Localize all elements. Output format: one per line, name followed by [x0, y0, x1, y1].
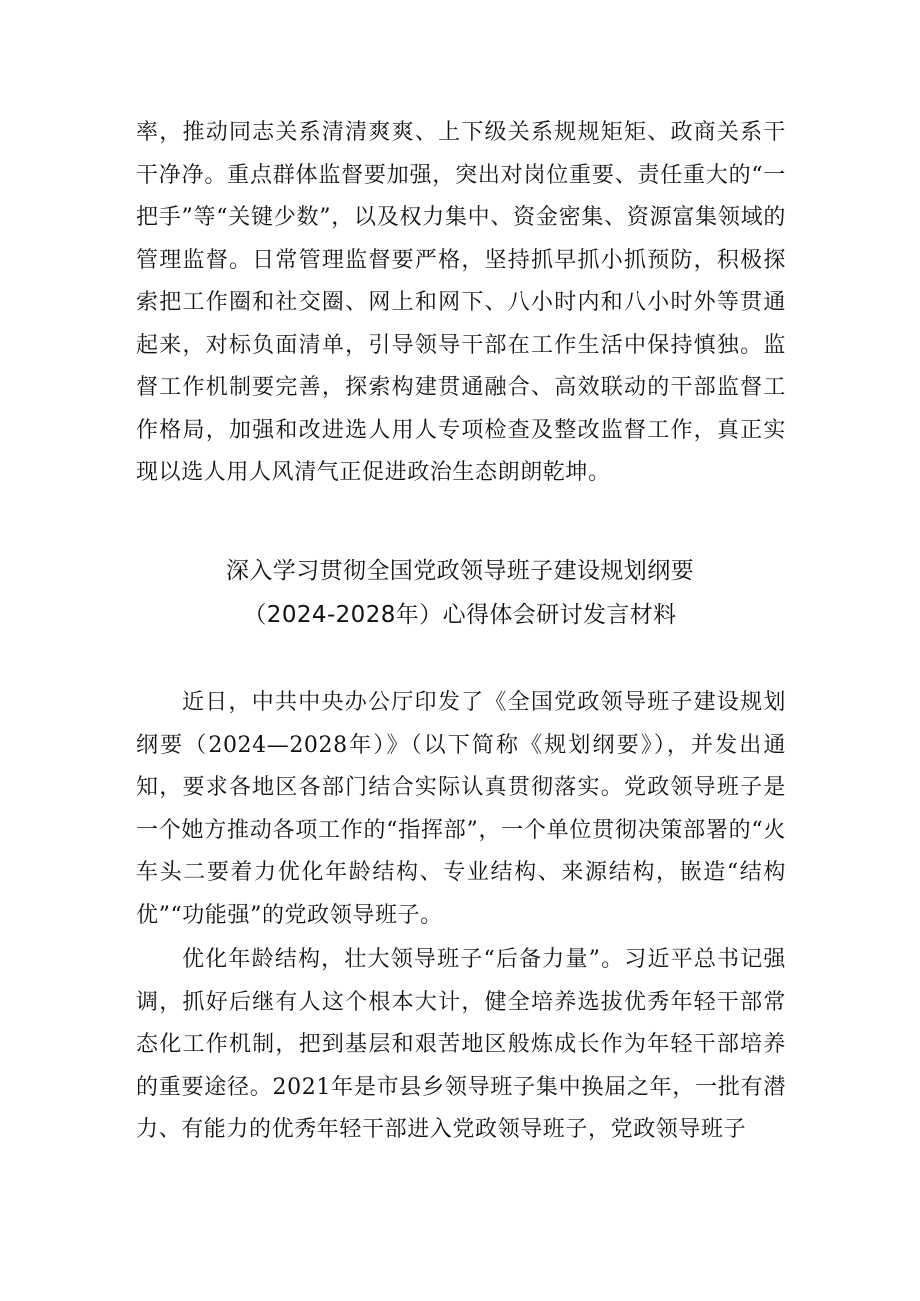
- body-paragraph-1: 近日，中共中央办公厅印发了《全国党政领导班子建设规划纲要（2024—2028年）》（以下简称《规划纲要》），并发出通知，要求各地区各部门结合实际认真贯彻落实。党政领导班子是一个她方推动各项工作的“指挥部”，一个单位贯彻决策部署的“火车头二要着力优化年龄结构、专业结构、来源结构，嵌造“结构优”“功能强”的党政领导班子。: [136, 690, 786, 928]
- article-title-line-1: 深入学习贯彻全国党政领导班子建设规划纲要: [226, 558, 694, 584]
- intro-paragraph: 率，推动同志关系清清爽爽、上下级关系规规矩矩、政商关系干干净净。重点群体监督要加强，突出对岗位重要、责任重大的“一把手”等“关键少数”，以及权力集中、资金密集、资源富集领域的管理监督。日常管理监督要严格，坚持抓早抓小抓预防，积极探索把工作圈和社交圈、网上和网下、八小时内和八小时外等贯通起来，对标负面清单，引导领导干部在工作生活中保持慎独。监督工作机制要完善，探索构建贯通融合、高效联动的干部监督工作格局，加强和改进选人用人专项检查及整改监督工作，真正实现以选人用人风清气正促进政治生态朗朗乾坤。: [136, 120, 786, 485]
- body-paragraph-2: 优化年龄结构，壮大领导班子“后备力量”。习近平总书记强调，抓好后继有人这个根本大计，健全培养选拔优秀年轻干部常态化工作机制，把到基层和艰苦地区般炼成长作为年轻干部培养的重要途径。2021年是市县乡领导班子集中换届之年，一批有潜力、有能力的优秀年轻干部进入党政领导班子，党政领导班子: [136, 947, 786, 1142]
- article-title-line-2: （2024-2028年）心得体会研讨发言材料: [243, 602, 677, 628]
